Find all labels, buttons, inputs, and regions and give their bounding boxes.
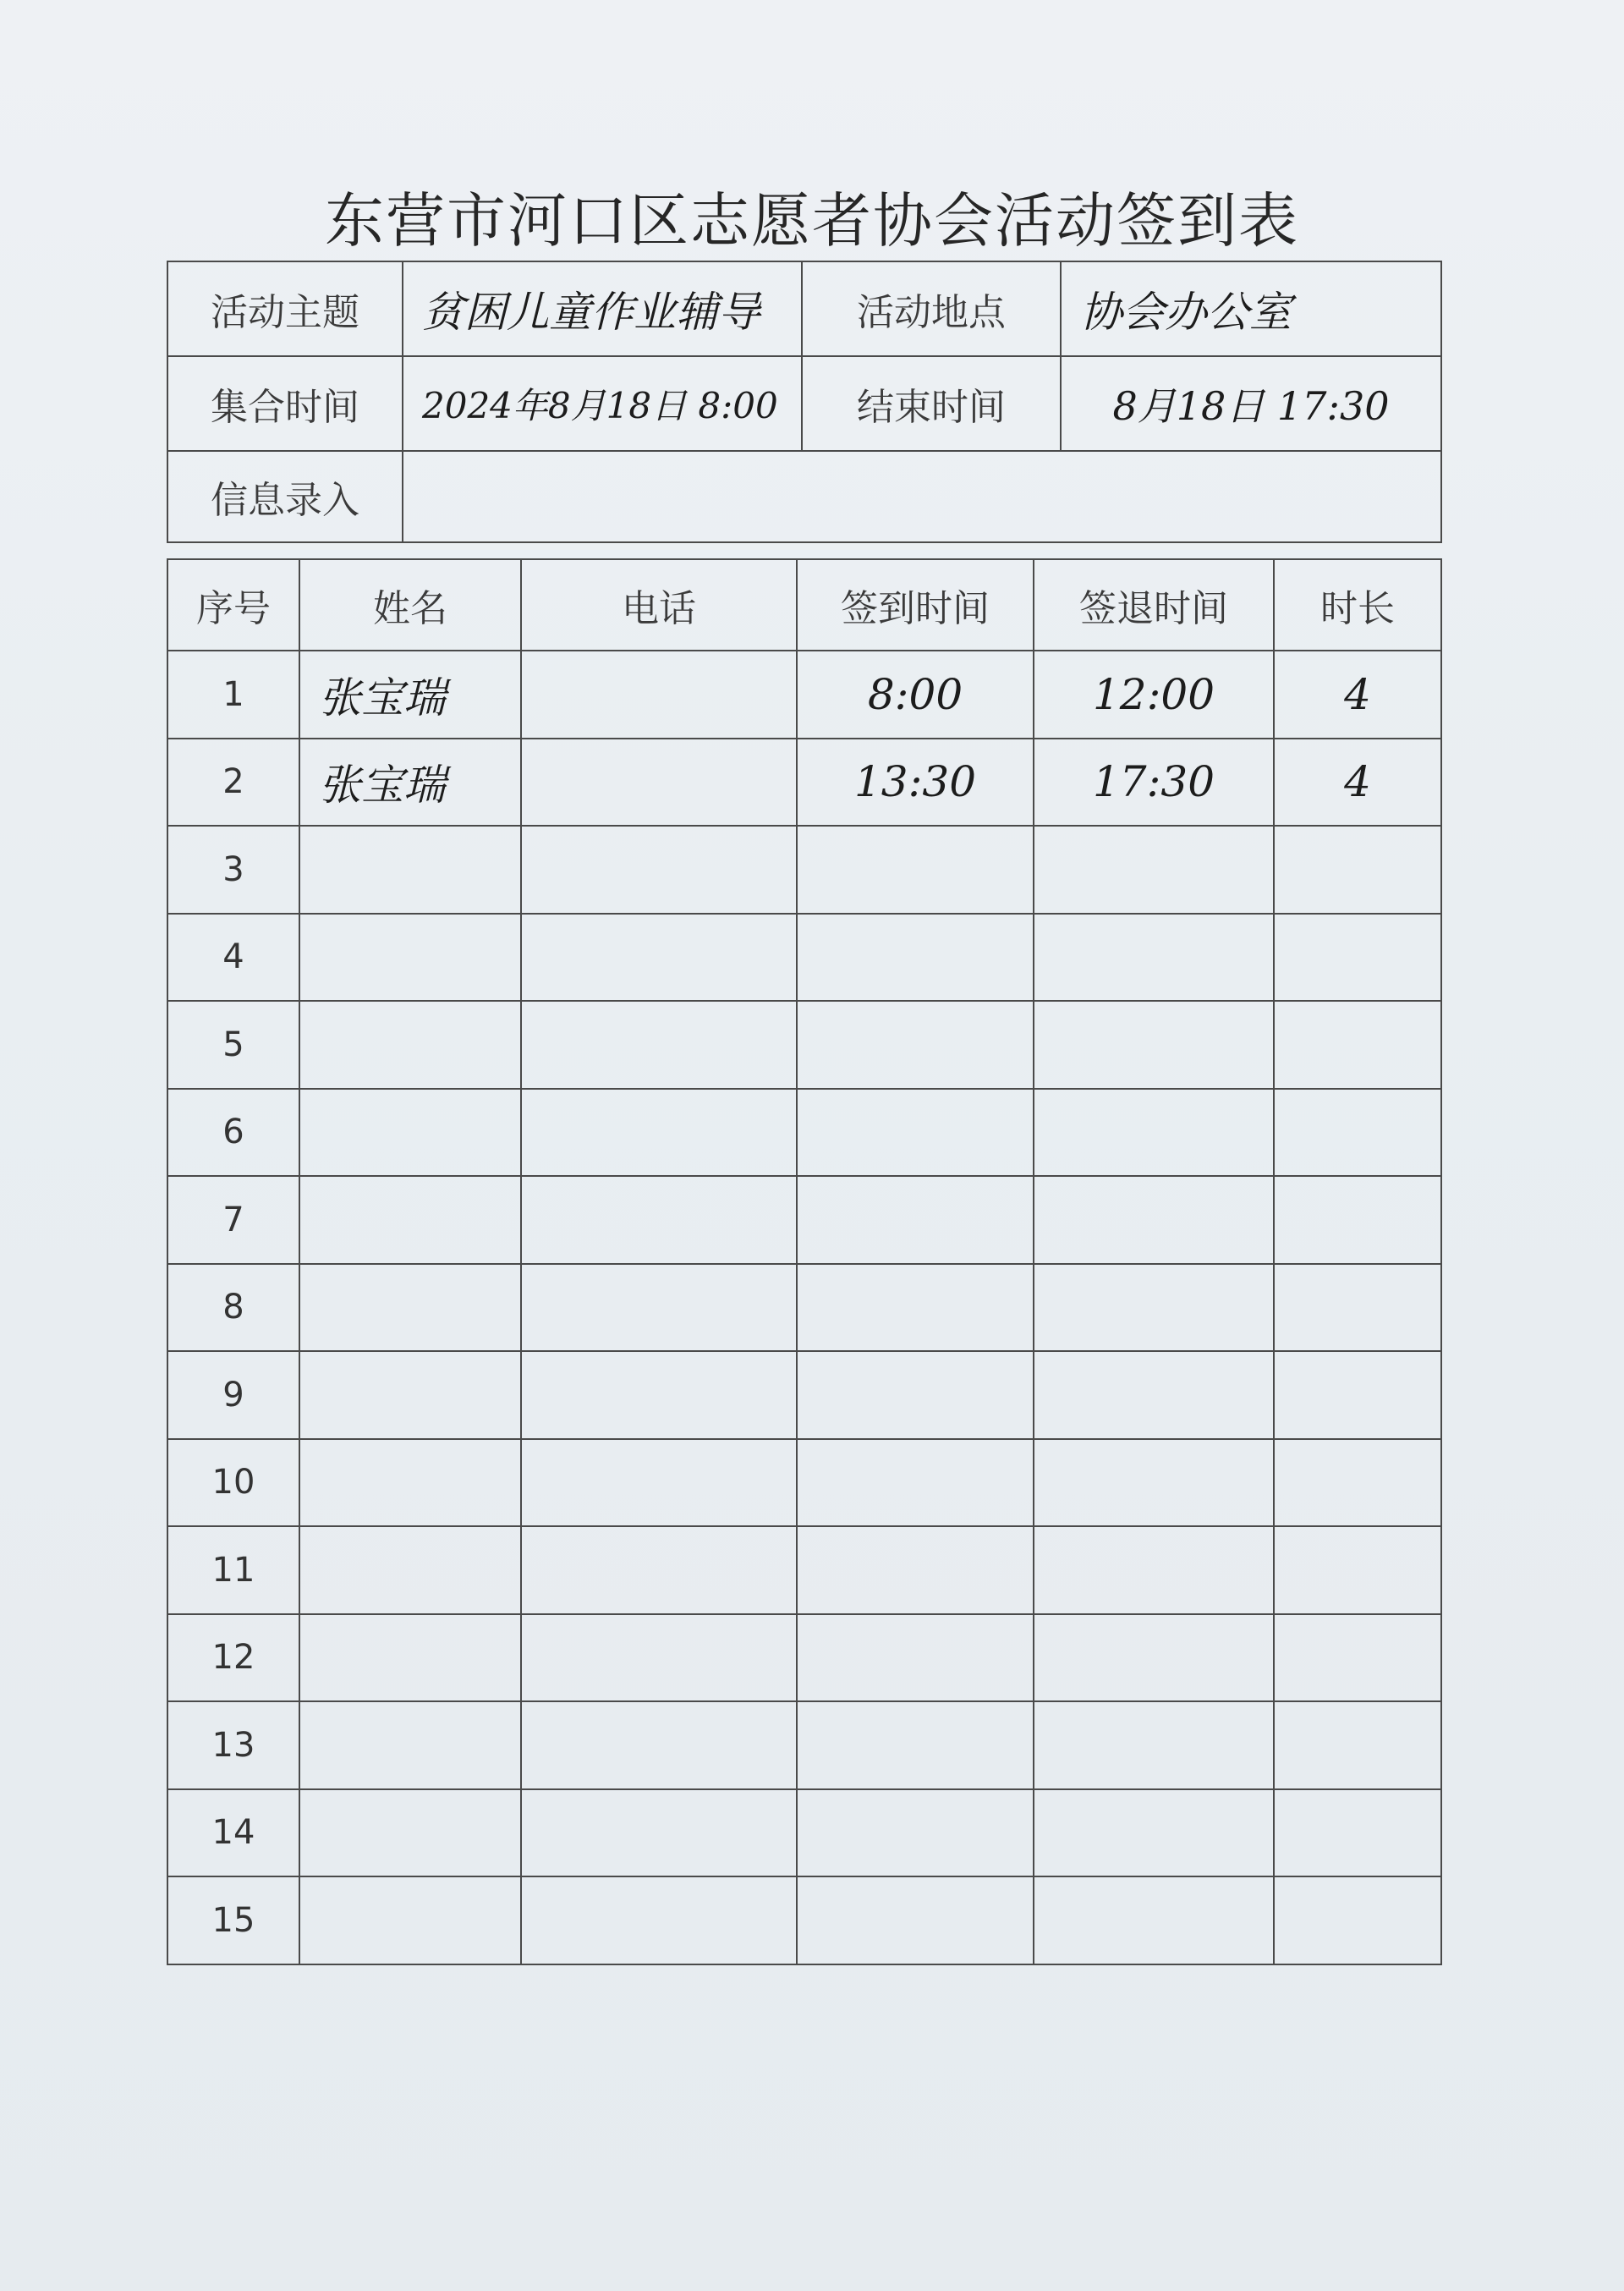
- row-checkout-time[interactable]: [1034, 1789, 1274, 1877]
- row-name[interactable]: [299, 1351, 521, 1439]
- row-checkin-time[interactable]: [797, 826, 1034, 914]
- row-checkin-time[interactable]: [797, 1001, 1034, 1089]
- info-entry-field[interactable]: [403, 451, 1441, 542]
- row-name[interactable]: [299, 1176, 521, 1264]
- row-hours[interactable]: [1274, 1351, 1441, 1439]
- row-checkin-time[interactable]: [797, 1351, 1034, 1439]
- theme-value[interactable]: 贫困儿童作业辅导: [403, 261, 802, 356]
- row-name[interactable]: [299, 1089, 521, 1177]
- row-name[interactable]: [299, 1701, 521, 1789]
- row-phone[interactable]: [521, 1614, 797, 1702]
- row-hours[interactable]: 4: [1274, 739, 1441, 827]
- row-phone[interactable]: [521, 1526, 797, 1614]
- row-name[interactable]: [299, 1439, 521, 1527]
- row-name[interactable]: [299, 1526, 521, 1614]
- row-phone[interactable]: [521, 1351, 797, 1439]
- row-phone[interactable]: [521, 651, 797, 739]
- row-name[interactable]: [299, 1614, 521, 1702]
- header-phone: 电话: [521, 559, 797, 651]
- row-checkin-time[interactable]: [797, 1526, 1034, 1614]
- row-hours[interactable]: [1274, 1264, 1441, 1352]
- row-name[interactable]: 张宝瑞: [299, 651, 521, 739]
- row-checkout-time[interactable]: 17:30: [1034, 739, 1274, 827]
- row-hours[interactable]: [1274, 1089, 1441, 1177]
- header-name: 姓名: [299, 559, 521, 651]
- row-checkin-time[interactable]: [797, 1789, 1034, 1877]
- row-name[interactable]: [299, 826, 521, 914]
- table-row: [167, 826, 1441, 914]
- table-row: [167, 1089, 1441, 1177]
- row-phone[interactable]: [521, 1264, 797, 1352]
- row-checkout-time[interactable]: [1034, 826, 1274, 914]
- info-row-theme: [167, 261, 1441, 356]
- table-row: [167, 1351, 1441, 1439]
- roster-header-row: [167, 559, 1441, 651]
- row-hours[interactable]: [1274, 1526, 1441, 1614]
- table-row: [167, 1526, 1441, 1614]
- row-checkout-time[interactable]: [1034, 1089, 1274, 1177]
- row-phone[interactable]: [521, 1176, 797, 1264]
- location-label: 活动地点: [802, 261, 1061, 356]
- row-checkout-time[interactable]: [1034, 1614, 1274, 1702]
- row-phone[interactable]: [521, 1439, 797, 1527]
- info-row-time: [167, 356, 1441, 451]
- row-name[interactable]: [299, 1876, 521, 1964]
- row-hours[interactable]: [1274, 1876, 1441, 1964]
- gather-time-label: 集合时间: [167, 356, 403, 451]
- row-checkin-time[interactable]: [797, 1176, 1034, 1264]
- row-checkout-time[interactable]: [1034, 914, 1274, 1002]
- roster-body: [167, 651, 1441, 1964]
- row-checkout-time[interactable]: 12:00: [1034, 651, 1274, 739]
- row-hours[interactable]: [1274, 826, 1441, 914]
- header-checkin: 签到时间: [797, 559, 1034, 651]
- row-number: 9: [167, 1351, 299, 1439]
- row-checkout-time[interactable]: [1034, 1351, 1274, 1439]
- row-phone[interactable]: [521, 1001, 797, 1089]
- info-entry-label: 信息录入: [167, 451, 403, 542]
- table-row: [167, 1789, 1441, 1877]
- row-checkout-time[interactable]: [1034, 1001, 1274, 1089]
- row-checkin-time[interactable]: 13:30: [797, 739, 1034, 827]
- row-number: 4: [167, 914, 299, 1002]
- row-number: 2: [167, 739, 299, 827]
- theme-label: 活动主题: [167, 261, 403, 356]
- row-checkin-time[interactable]: [797, 1264, 1034, 1352]
- row-number: 7: [167, 1176, 299, 1264]
- gather-time-value[interactable]: 2024年8月18日 8:00: [403, 356, 802, 451]
- row-phone[interactable]: [521, 1789, 797, 1877]
- row-phone[interactable]: [521, 739, 797, 827]
- table-row: [167, 914, 1441, 1002]
- row-number: 8: [167, 1264, 299, 1352]
- row-number: 14: [167, 1789, 299, 1877]
- row-number: 3: [167, 826, 299, 914]
- row-number: 10: [167, 1439, 299, 1527]
- row-number: 1: [167, 651, 299, 739]
- row-hours[interactable]: 4: [1274, 651, 1441, 739]
- table-row: [167, 1876, 1441, 1964]
- row-checkin-time[interactable]: [797, 1876, 1034, 1964]
- row-number: 6: [167, 1089, 299, 1177]
- row-checkout-time[interactable]: [1034, 1526, 1274, 1614]
- header-checkout: 签退时间: [1034, 559, 1274, 651]
- row-hours[interactable]: [1274, 1614, 1441, 1702]
- row-checkin-time[interactable]: [797, 1614, 1034, 1702]
- row-checkout-time[interactable]: [1034, 1701, 1274, 1789]
- row-number: 5: [167, 1001, 299, 1089]
- row-hours[interactable]: [1274, 1176, 1441, 1264]
- row-number: 13: [167, 1701, 299, 1789]
- row-phone[interactable]: [521, 1089, 797, 1177]
- table-row: [167, 651, 1441, 739]
- table-row: [167, 1614, 1441, 1702]
- row-name[interactable]: [299, 1789, 521, 1877]
- page-title: 东营市河口区志愿者协会活动签到表: [325, 186, 1299, 255]
- row-hours[interactable]: [1274, 1001, 1441, 1089]
- end-time-value[interactable]: 8月18日 17:30: [1061, 356, 1441, 451]
- table-row: [167, 739, 1441, 827]
- row-phone[interactable]: [521, 1701, 797, 1789]
- row-name[interactable]: [299, 1001, 521, 1089]
- row-checkin-time[interactable]: [797, 1701, 1034, 1789]
- row-checkout-time[interactable]: [1034, 1439, 1274, 1527]
- row-checkin-time[interactable]: [797, 914, 1034, 1002]
- row-name[interactable]: [299, 914, 521, 1002]
- row-number: 15: [167, 1876, 299, 1964]
- row-phone[interactable]: [521, 1876, 797, 1964]
- row-checkout-time[interactable]: [1034, 1176, 1274, 1264]
- activity-info-table: [167, 261, 1442, 543]
- roster-table: [167, 558, 1442, 1965]
- row-checkin-time[interactable]: 8:00: [797, 651, 1034, 739]
- row-checkout-time[interactable]: [1034, 1264, 1274, 1352]
- location-value[interactable]: 协会办公室: [1061, 261, 1441, 356]
- row-number: 11: [167, 1526, 299, 1614]
- row-checkout-time[interactable]: [1034, 1876, 1274, 1964]
- table-row: [167, 1001, 1441, 1089]
- row-name[interactable]: 张宝瑞: [299, 739, 521, 827]
- table-row: [167, 1176, 1441, 1264]
- end-time-label: 结束时间: [802, 356, 1061, 451]
- header-no: 序号: [167, 559, 299, 651]
- row-phone[interactable]: [521, 826, 797, 914]
- row-name[interactable]: [299, 1264, 521, 1352]
- row-checkin-time[interactable]: [797, 1439, 1034, 1527]
- header-hours: 时长: [1274, 559, 1441, 651]
- row-hours[interactable]: [1274, 1701, 1441, 1789]
- row-phone[interactable]: [521, 914, 797, 1002]
- row-checkin-time[interactable]: [797, 1089, 1034, 1177]
- row-number: 12: [167, 1614, 299, 1702]
- row-hours[interactable]: [1274, 1439, 1441, 1527]
- table-row: [167, 1701, 1441, 1789]
- info-row-entry: [167, 451, 1441, 542]
- row-hours[interactable]: [1274, 914, 1441, 1002]
- table-row: [167, 1439, 1441, 1527]
- table-row: [167, 1264, 1441, 1352]
- row-hours[interactable]: [1274, 1789, 1441, 1877]
